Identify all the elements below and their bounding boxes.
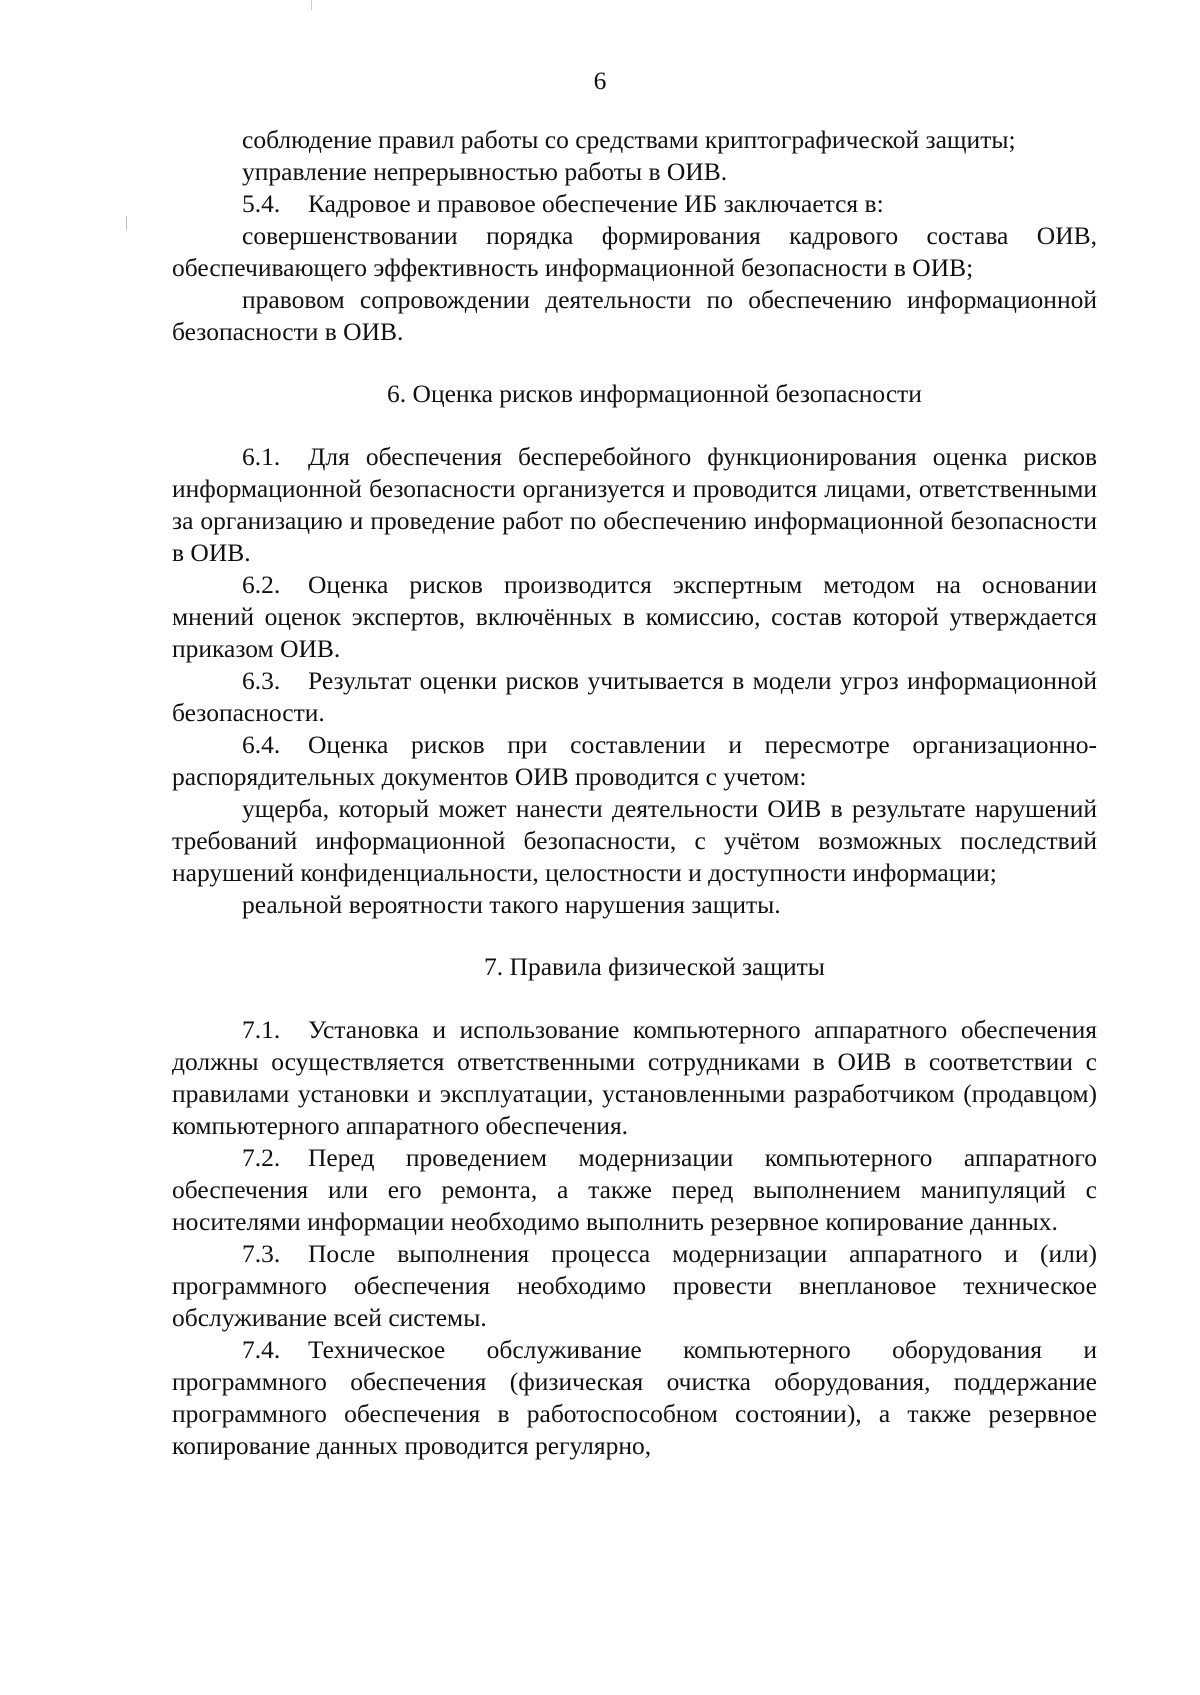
clause-text: Техническое обслуживание компьютерного оборудования и программного обеспечения (физическая очистка оборудования, поддержание программного обеспечения в работоспособном состоянии), а также резервное копирование данных проводится регулярно,	[172, 1335, 1097, 1460]
clause-number: 6.2.	[242, 570, 281, 599]
clause-text: Для обеспечения бесперебойного функционирования оценка рисков информационной безопасности организуется и проводится лицами, ответственными за организацию и проведение работ по обеспечению информационной безопасности в ОИВ.	[172, 442, 1097, 567]
paragraph	[172, 665, 1097, 729]
scan-mark	[311, 0, 312, 10]
paragraph: ущерба, который может нанести деятельности ОИВ в результате нарушений требований информационной безопасности, с учётом возможных последствий нарушений конфиденциальности, целостности и доступности информации;	[172, 794, 1097, 887]
paragraph	[172, 1334, 1097, 1462]
document-body	[172, 124, 1097, 1462]
clause-text: Установка и использование компьютерного аппаратного обеспечения должны осуществляется ответственными сотрудниками в ОИВ в соответствии с правилами установки и эксплуатации, установленными разработчиком (продавцом) компьютерного аппаратного обеспечения.	[172, 1015, 1097, 1140]
paragraph	[172, 1142, 1097, 1238]
clause-number: 5.4.	[242, 189, 281, 218]
clause-text: Оценка рисков при составлении и пересмотре организационно-распорядительных документов ОИВ проводится с учетом:	[172, 730, 1097, 791]
paragraph	[172, 441, 1097, 569]
scan-mark	[126, 216, 127, 230]
clause-text: После выполнения процесса модернизации аппаратного и (или) программного обеспечения необходимо провести внеплановое техническое обслуживание всей системы.	[172, 1239, 1097, 1332]
clause-text: Перед проведением модернизации компьютерного аппаратного обеспечения или его ремонта, а также перед выполнением манипуляций с носителями информации необходимо выполнить резервное копирование данных.	[172, 1143, 1097, 1236]
paragraph	[172, 188, 1097, 220]
clause-number: 6.1.	[242, 442, 281, 471]
clause-number: 7.3.	[242, 1239, 281, 1268]
clause-number: 7.1.	[242, 1015, 281, 1044]
paragraph	[172, 1014, 1097, 1142]
paragraph	[172, 569, 1097, 665]
section-heading: 6. Оценка рисков информационной безопасности	[387, 379, 922, 408]
clause-number: 7.4.	[242, 1335, 281, 1364]
paragraph: правовом сопровождении деятельности по обеспечению информационной безопасности в ОИВ.	[172, 285, 1097, 346]
paragraph: управление непрерывностью работы в ОИВ.	[242, 157, 728, 186]
clause-number: 6.4.	[242, 730, 281, 759]
paragraph	[172, 1238, 1097, 1334]
page-number: 6	[593, 66, 607, 95]
paragraph	[172, 729, 1097, 793]
paragraph: совершенствовании порядка формирования кадрового состава ОИВ, обеспечивающего эффективность информационной безопасности в ОИВ;	[172, 221, 1097, 282]
clause-number: 7.2.	[242, 1143, 281, 1172]
clause-text: Результат оценки рисков учитывается в модели угроз информационной безопасности.	[172, 666, 1097, 727]
paragraph: реальной вероятности такого нарушения защиты.	[242, 890, 781, 919]
section-heading: 7. Правила физической защиты	[484, 952, 825, 981]
paragraph: соблюдение правил работы со средствами криптографической защиты;	[242, 125, 1016, 154]
clause-number: 6.3.	[242, 666, 281, 695]
clause-text: Кадровое и правовое обеспечение ИБ заключается в:	[308, 189, 884, 218]
clause-text: Оценка рисков производится экспертным методом на основании мнений оценок экспертов, включённых в комиссию, состав которой утверждается приказом ОИВ.	[172, 570, 1097, 663]
